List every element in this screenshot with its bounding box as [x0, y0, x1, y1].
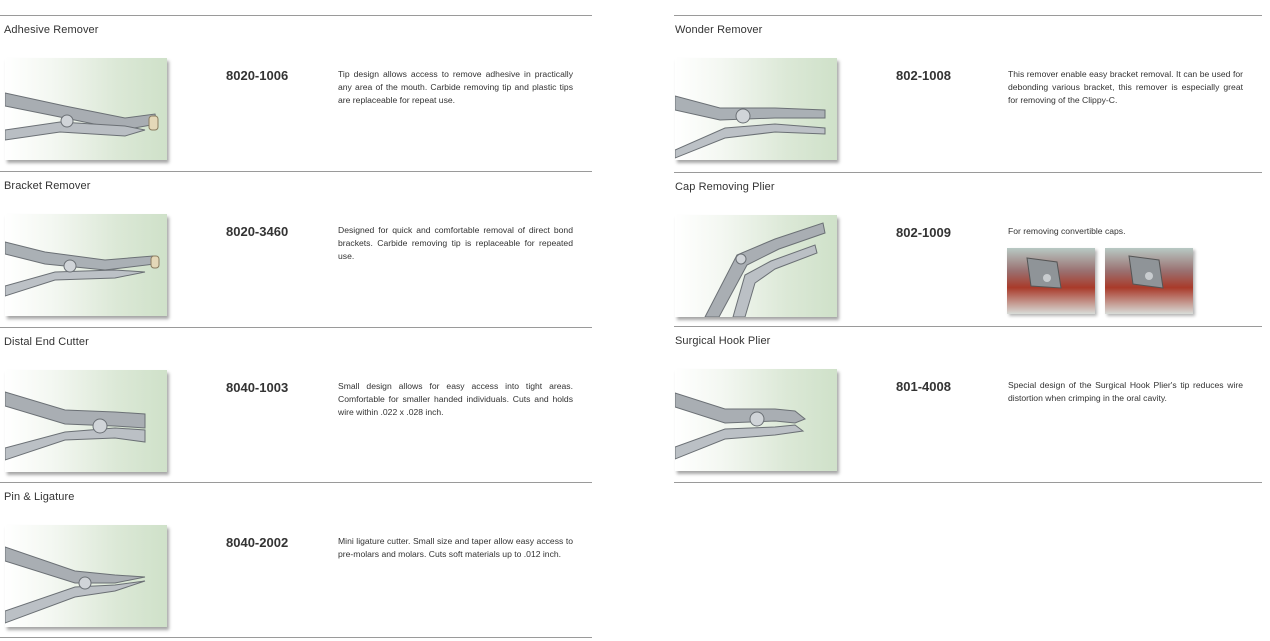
product-description: Small design allows for easy access into tight areas. Comfortable for smaller handed individuals. Cuts and holds wire within .022 x .028 inch. [338, 381, 573, 417]
product-title: Pin & Ligature [4, 491, 75, 503]
product-code: 801-4008 [896, 379, 951, 394]
product-description: Mini ligature cutter. Small size and taper allow easy access to pre-molars and molars. Cuts soft materials up to .012 inch. [338, 536, 573, 559]
product-description: Tip design allows access to remove adhesive in practically any area of the mouth. Carbide removing tip and plastic tips are replaceable for repeat use. [338, 69, 573, 105]
cap-removal-photo [1105, 248, 1193, 314]
product-code: 8040-2002 [226, 535, 289, 550]
product-code: 802-1008 [896, 68, 951, 83]
product-description: Designed for quick and comfortable removal of direct bond brackets. Carbide removing tip is replaceable for repeated use. [338, 225, 573, 261]
product-code: 8040-1003 [226, 380, 289, 395]
product-code: 8020-3460 [226, 224, 289, 239]
product-description: This remover enable easy bracket removal. It can be used for debonding various bracket, this remover is especially great for removing of the Clippy-C. [1008, 69, 1243, 105]
product-section-wonder-remover [674, 15, 1262, 173]
product-section-pin-ligature [0, 482, 592, 638]
product-title: Cap Removing Plier [675, 181, 775, 193]
product-description: For removing convertible caps. [1008, 226, 1126, 236]
product-section-cap-removing-plier [674, 172, 1262, 327]
cap-removal-photo [1007, 248, 1095, 314]
plier-photo [5, 525, 167, 627]
product-section-adhesive-remover [0, 15, 592, 171]
product-title: Distal End Cutter [4, 336, 89, 348]
product-section-bracket-remover [0, 171, 592, 327]
product-section-distal-end-cutter [0, 327, 592, 483]
plier-photo [5, 214, 167, 316]
plier-photo [675, 369, 837, 471]
product-code: 8020-1006 [226, 68, 289, 83]
product-title: Adhesive Remover [4, 24, 99, 36]
plier-photo [675, 215, 837, 317]
product-title: Wonder Remover [675, 24, 763, 36]
product-section-surgical-hook-plier [674, 326, 1262, 482]
product-description: Special design of the Surgical Hook Plier's tip reduces wire distortion when crimping in the oral cavity. [1008, 380, 1243, 403]
divider [0, 637, 592, 638]
product-code: 802-1009 [896, 225, 951, 240]
plier-photo [5, 370, 167, 472]
plier-photo [5, 58, 167, 160]
divider [674, 482, 1262, 483]
product-title: Surgical Hook Plier [675, 335, 771, 347]
product-title: Bracket Remover [4, 180, 91, 192]
plier-photo [675, 58, 837, 160]
